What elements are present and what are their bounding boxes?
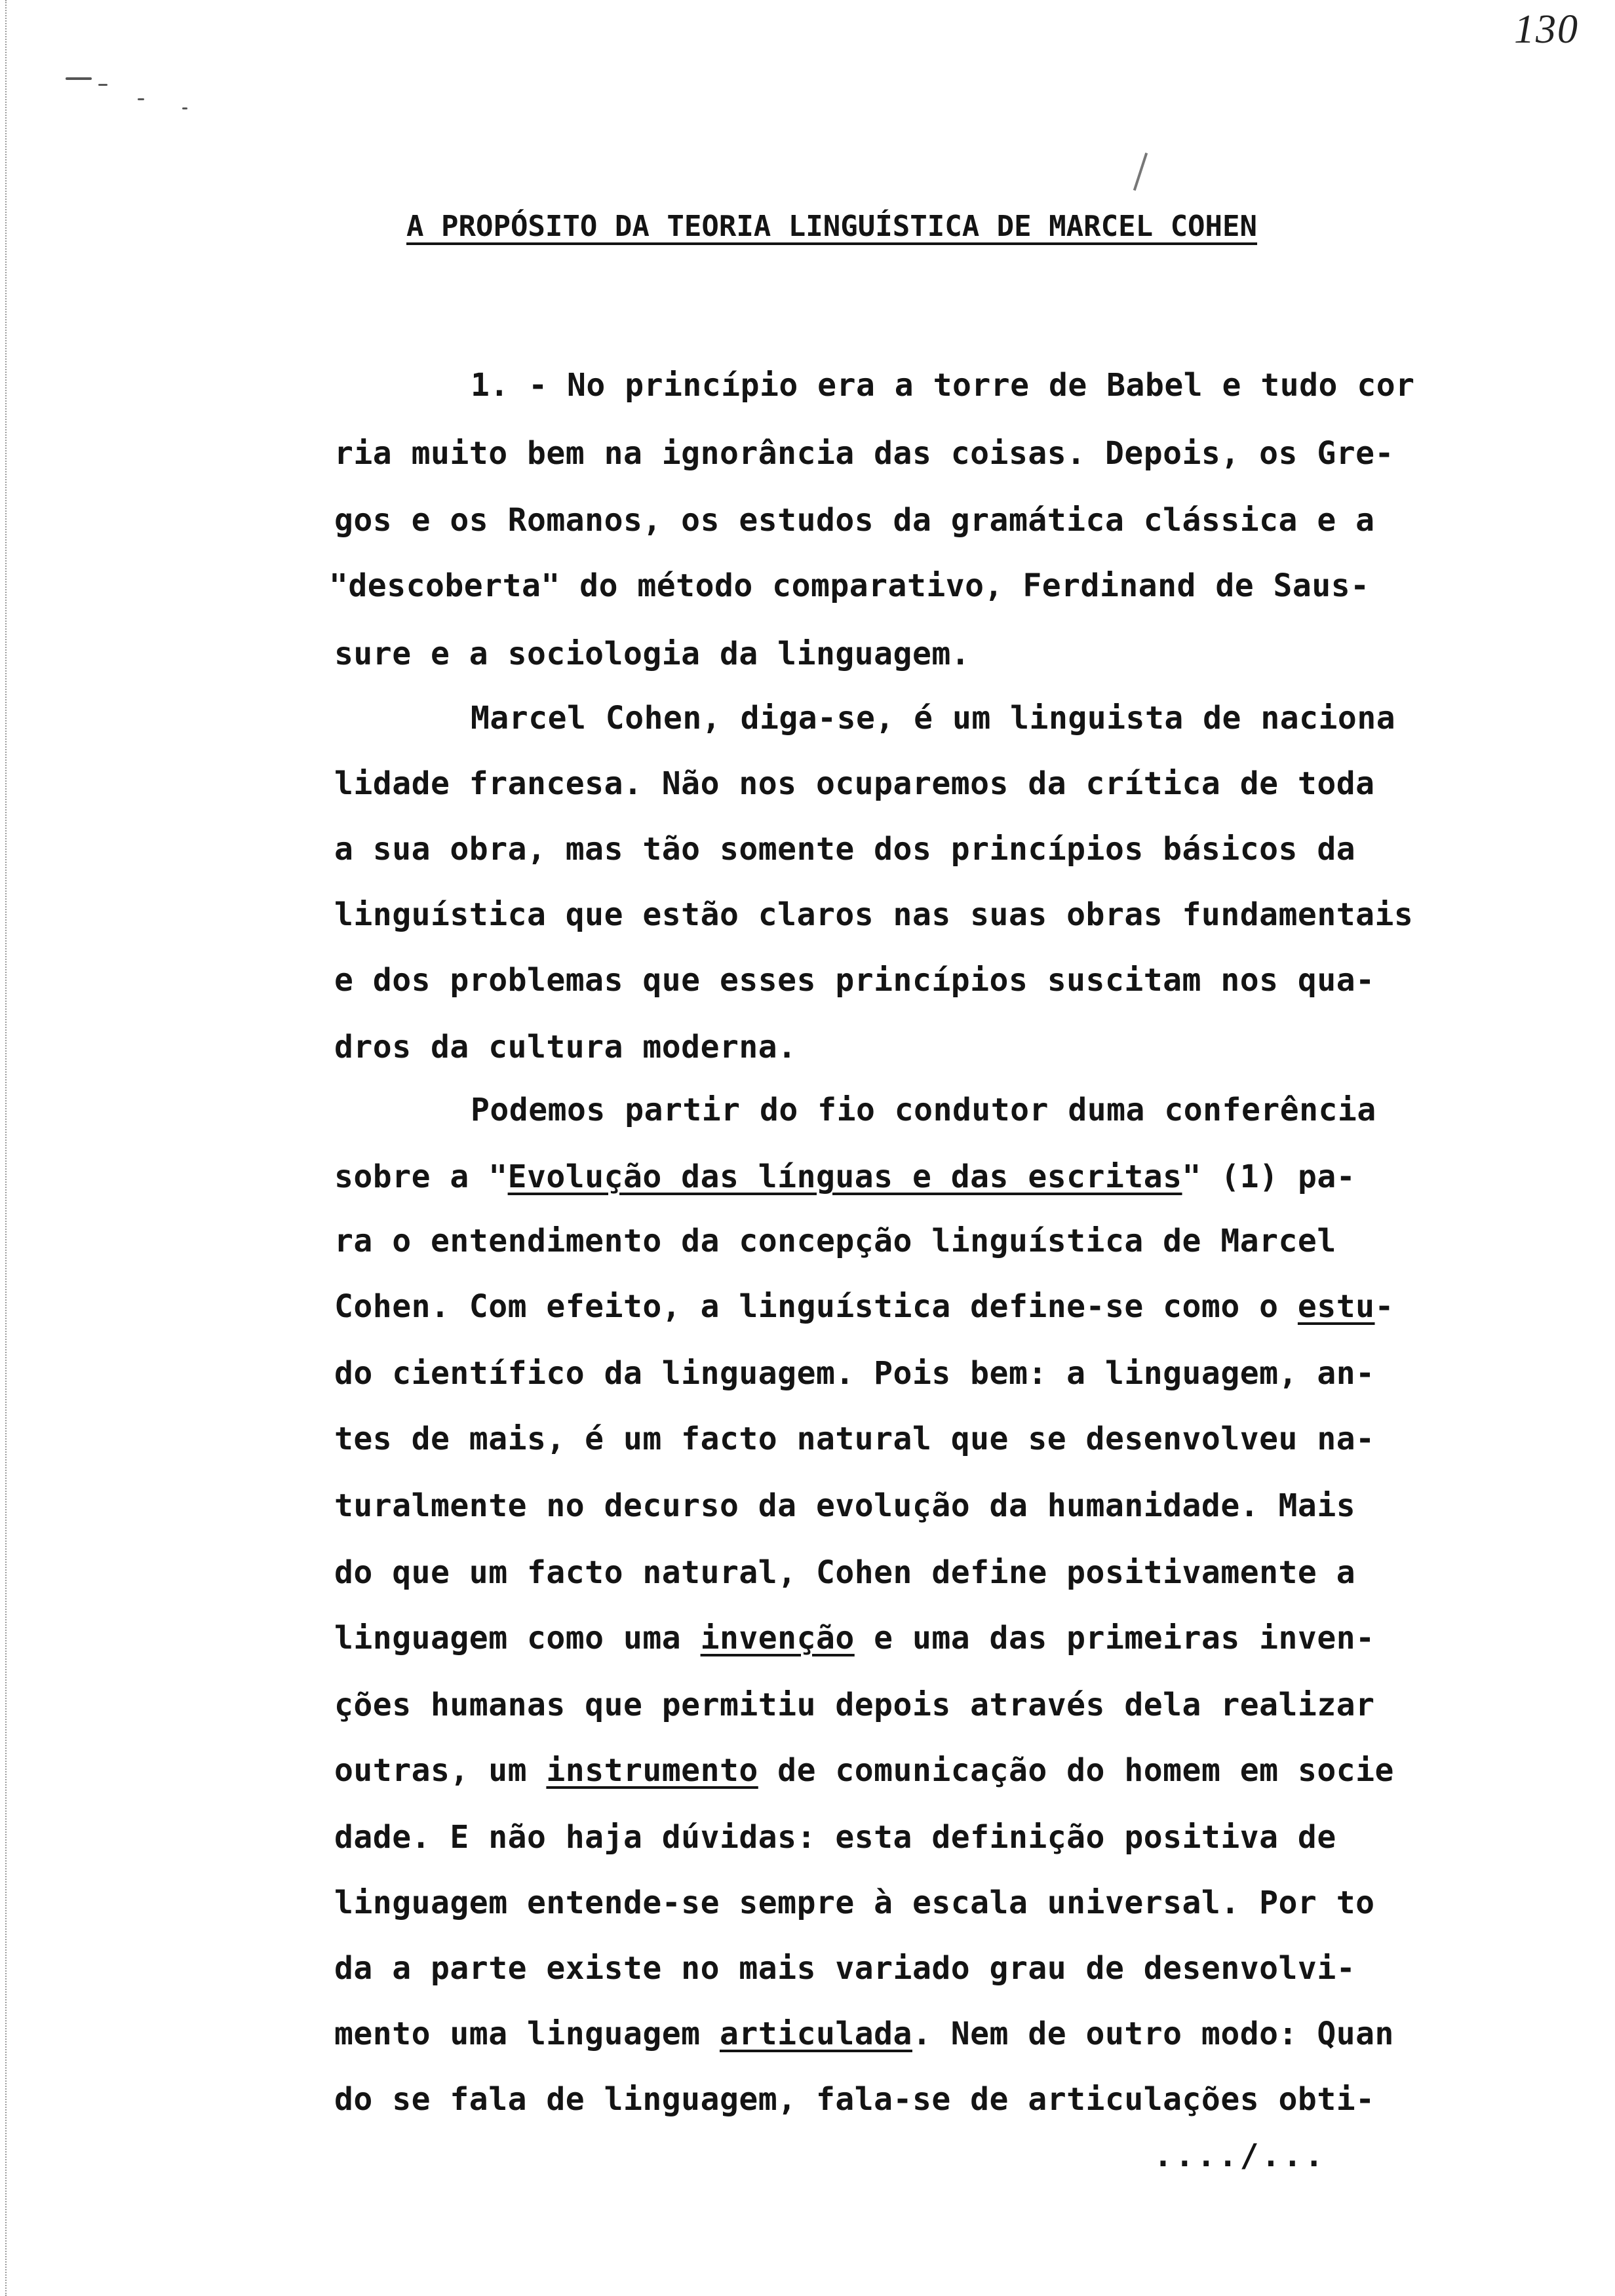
text-line: "descoberta" do método comparativo, Ferdinand de Saus- bbox=[329, 567, 1370, 604]
text-line: a sua obra, mas tão somente dos princípios básicos da bbox=[334, 831, 1356, 868]
text-line: e dos problemas que esses princípios suscitam nos qua- bbox=[334, 962, 1375, 999]
text-line: do científico da linguagem. Pois bem: a linguagem, an- bbox=[334, 1355, 1375, 1392]
text-line: turalmente no decurso da evolução da humanidade. Mais bbox=[334, 1487, 1356, 1524]
text-line: linguística que estão claros nas suas obras fundamentais bbox=[334, 896, 1414, 933]
underlined-word: estu bbox=[1297, 1288, 1375, 1325]
text-line bbox=[334, 1158, 1355, 1195]
scan-left-edge bbox=[5, 0, 9, 2296]
text-line: tes de mais, é um facto natural que se desenvolveu na- bbox=[334, 1421, 1375, 1457]
text-line: lidade francesa. Não nos ocuparemos da crítica de toda bbox=[334, 765, 1375, 802]
continuation-marker: ..../... bbox=[1154, 2137, 1327, 2174]
text-segment: Cohen. Com efeito, a linguística define-se como o bbox=[334, 1288, 1298, 1325]
underlined-word: invenção bbox=[700, 1620, 855, 1656]
page-number: 130 bbox=[1514, 7, 1579, 52]
text-segment: de comunicação do homem em socie bbox=[758, 1752, 1394, 1789]
text-line: ções humanas que permitiu depois através dela realizar bbox=[334, 1687, 1375, 1723]
text-line: do que um facto natural, Cohen define positivamente a bbox=[334, 1554, 1356, 1591]
text-segment: " (1) pa- bbox=[1182, 1158, 1356, 1195]
text-line: dros da cultura moderna. bbox=[334, 1029, 797, 1065]
pencil-mark bbox=[1133, 153, 1148, 191]
text-line: Podemos partir do fio condutor duma conferência bbox=[471, 1092, 1376, 1128]
text-segment: mento uma linguagem bbox=[334, 2016, 720, 2052]
scan-speck bbox=[98, 84, 107, 86]
text-line: Marcel Cohen, diga-se, é um linguista de naciona bbox=[471, 700, 1396, 737]
text-line: do se fala de linguagem, fala-se de articulações obti- bbox=[334, 2081, 1375, 2118]
text-segment: e uma das primeiras inven- bbox=[854, 1620, 1375, 1656]
underlined-word: articulada bbox=[719, 2016, 912, 2052]
document-title: A PROPÓSITO DA TEORIA LINGUÍSTICA DE MARCEL COHEN bbox=[406, 210, 1258, 243]
text-line bbox=[334, 1620, 1375, 1656]
text-segment: - bbox=[1374, 1288, 1394, 1325]
text-line: dade. E não haja dúvidas: esta definição positiva de bbox=[334, 1819, 1336, 1856]
text-line: gos e os Romanos, os estudos da gramática clássica e a bbox=[334, 502, 1375, 539]
text-segment: linguagem como uma bbox=[334, 1620, 701, 1656]
text-line: da a parte existe no mais variado grau de desenvolvi- bbox=[334, 1950, 1356, 1987]
text-segment: " bbox=[488, 1158, 508, 1195]
underlined-title: Evolução das línguas e das escritas bbox=[507, 1158, 1182, 1195]
text-line: ria muito bem na ignorância das coisas. Depois, os Gre- bbox=[334, 435, 1394, 472]
text-line: 1. - No princípio era a torre de Babel e tudo cor bbox=[471, 367, 1415, 404]
text-line: linguagem entende-se sempre à escala universal. Por to bbox=[334, 1885, 1375, 1921]
text-line bbox=[334, 1288, 1394, 1325]
text-segment: . Nem de outro modo: Quan bbox=[912, 2016, 1394, 2052]
text-segment: sobre a bbox=[334, 1158, 489, 1195]
scan-speck bbox=[66, 77, 92, 80]
text-line: ra o entendimento da concepção linguística de Marcel bbox=[334, 1223, 1336, 1259]
scan-speck bbox=[182, 107, 187, 109]
underlined-word: instrumento bbox=[546, 1752, 758, 1789]
text-segment: outras, um bbox=[334, 1752, 547, 1789]
text-line bbox=[334, 1752, 1394, 1789]
text-line bbox=[334, 2016, 1394, 2052]
scan-speck bbox=[138, 98, 144, 100]
text-line: sure e a sociologia da linguagem. bbox=[334, 636, 971, 672]
